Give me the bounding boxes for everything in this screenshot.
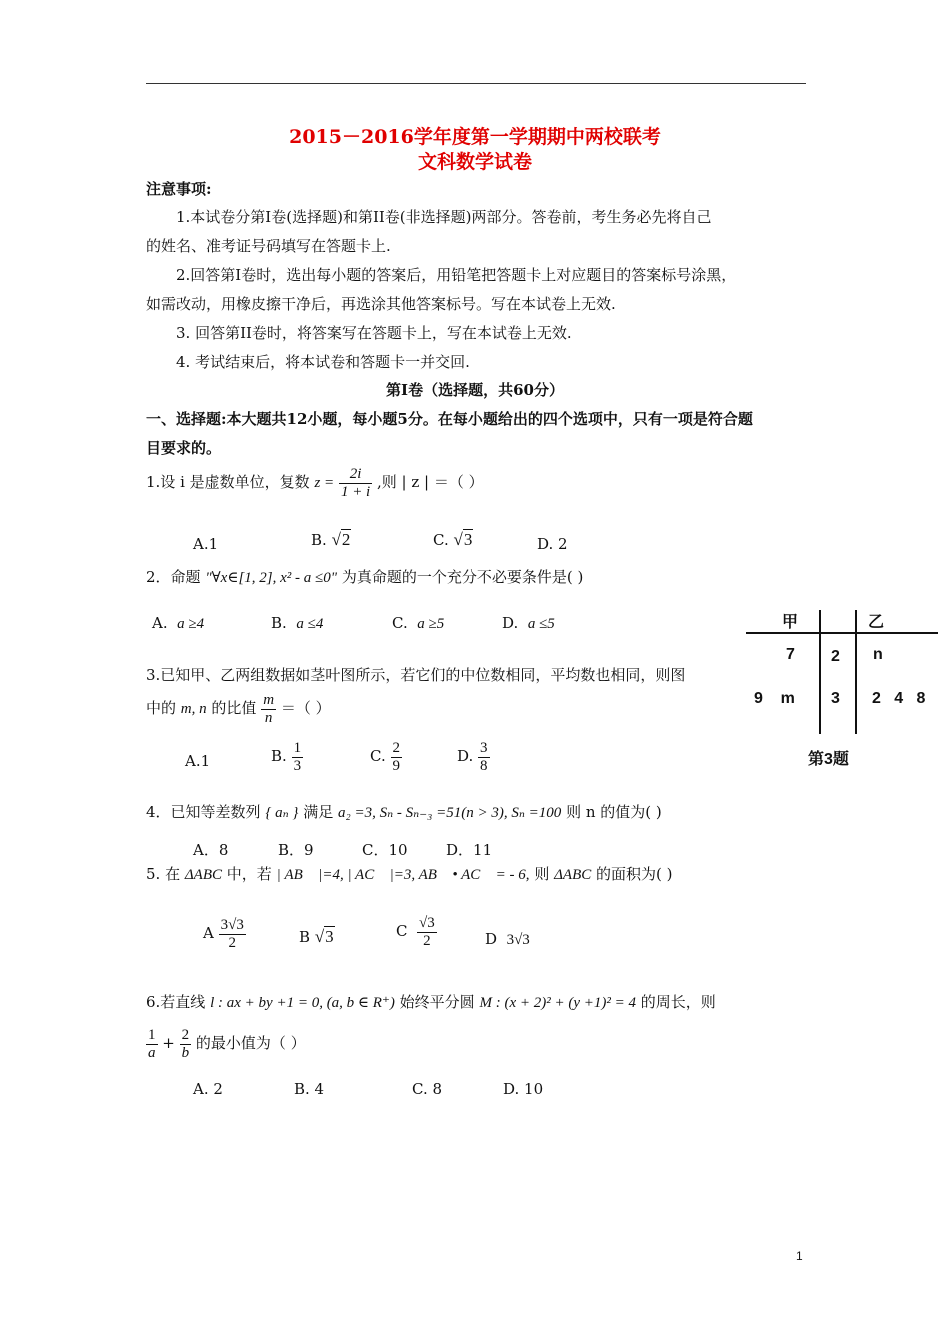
question-5 bbox=[146, 863, 673, 884]
q6-option-a: A. 2 bbox=[193, 1080, 223, 1098]
notice-1a: 1.本试卷分第Ⅰ卷(选择题)和第II卷(非选择题)两部分。答卷前，考生务必先将自己 bbox=[176, 208, 712, 226]
q5-option-b bbox=[299, 927, 335, 947]
stem-leaf-caption: 第3题 bbox=[808, 751, 849, 768]
q1-option-c bbox=[433, 530, 473, 550]
q3-option-d bbox=[457, 740, 490, 774]
q5-option-d-label: D bbox=[485, 930, 498, 948]
q6-f1-num: 1 bbox=[148, 1027, 156, 1043]
q2-option-d-value: a ≤5 bbox=[527, 616, 555, 632]
q6-circle-equation: M : (x + 2)² + (y +1)² = 4 bbox=[479, 995, 636, 1011]
stem-leaf-head-right: 乙 bbox=[868, 614, 885, 631]
q4-suffix: 则 n 的值为( ) bbox=[566, 803, 662, 821]
stem-leaf-r2-right: 2 4 8 bbox=[872, 690, 926, 707]
q2-option-a-label: A. bbox=[152, 614, 168, 632]
q3-option-c-num: 2 bbox=[392, 740, 400, 756]
q2-expression: "∀x∈[1, 2], x² - a ≤0" bbox=[205, 570, 338, 586]
q4-option-b: B．9 bbox=[278, 841, 314, 859]
q1-option-c-radicand: 3 bbox=[463, 530, 473, 549]
q5-mid: 中，若 bbox=[226, 865, 272, 883]
notice-2b: 如需改动，用橡皮擦干净后，再选涂其他答案标号。写在本试卷上无效. bbox=[146, 295, 616, 313]
part1-heading: 第Ⅰ卷（选择题，共60分） bbox=[386, 381, 564, 399]
q1-option-b bbox=[311, 530, 351, 550]
q3-option-c-label: C. bbox=[370, 747, 386, 765]
stem-leaf-divider-left bbox=[819, 610, 821, 734]
q3-fraction bbox=[261, 692, 276, 726]
q3-suffix: ＝（ ） bbox=[280, 699, 331, 717]
question-3-line2 bbox=[146, 692, 331, 726]
q4-text: 4．已知等差数列 bbox=[146, 803, 261, 821]
q2-option-b bbox=[271, 614, 323, 633]
q5-option-d-value: 3√3 bbox=[506, 932, 530, 948]
q1-denominator: 1 + i bbox=[340, 483, 371, 500]
q1-option-b-radicand: 2 bbox=[341, 530, 351, 549]
q3-option-b-fraction bbox=[292, 740, 304, 774]
q1-option-a: A.1 bbox=[193, 535, 219, 553]
q3-option-c bbox=[370, 740, 402, 774]
q6-f2-num: 2 bbox=[181, 1027, 190, 1043]
q3-text: 中的 bbox=[146, 699, 177, 717]
q4-mid: 满足 bbox=[303, 803, 334, 821]
q4-option-d: D．11 bbox=[446, 841, 493, 859]
q6-line-equation: l : ax + by +1 = 0, (a, b ∈ R⁺) bbox=[210, 995, 395, 1011]
q2-option-a-value: a ≥4 bbox=[177, 616, 205, 632]
q1-option-d: D. 2 bbox=[537, 535, 568, 553]
q3-option-d-fraction bbox=[478, 740, 490, 774]
q5-option-a-label: A bbox=[203, 924, 214, 942]
q2-option-b-value: a ≤4 bbox=[296, 616, 324, 632]
q5-option-a-fraction bbox=[219, 917, 246, 951]
q5-triangle-2: ΔABC bbox=[554, 867, 592, 883]
q3-option-d-label: D. bbox=[457, 747, 474, 765]
q1-suffix: ,则 | z | ＝（ ） bbox=[377, 473, 484, 491]
q2-option-d-label: D. bbox=[502, 614, 519, 632]
q3-option-c-den: 9 bbox=[392, 757, 400, 774]
q6-f2-den: b bbox=[181, 1044, 190, 1061]
question-6-line1 bbox=[146, 991, 716, 1012]
q5-option-d bbox=[485, 930, 530, 949]
q2-option-c bbox=[392, 614, 444, 633]
q2-option-b-label: B. bbox=[271, 614, 287, 632]
q6-f1-den: a bbox=[148, 1044, 156, 1061]
q6-option-d: D. 10 bbox=[503, 1080, 544, 1098]
question-1 bbox=[146, 466, 484, 500]
stem-leaf-divider-right bbox=[855, 610, 857, 734]
notice-heading: 注意事项: bbox=[146, 180, 212, 198]
q3-option-c-fraction bbox=[391, 740, 403, 774]
notice-3: 3. 回答第II卷时，将答案写在答题卡上，写在本试卷上无效. bbox=[176, 324, 572, 342]
q6-suffix: 的周长，则 bbox=[640, 993, 716, 1011]
q6-tail: 的最小值为（ ） bbox=[195, 1034, 306, 1052]
q2-text: 2．命题 bbox=[146, 568, 201, 586]
q1-option-c-label: C. bbox=[433, 531, 449, 549]
q4-condition: a₂ =3, Sₙ - Sₙ₋₃ =51(n > 3), Sₙ =100 bbox=[337, 805, 562, 821]
q1-option-b-sqrt: √2 bbox=[331, 530, 351, 549]
notice-4: 4. 考试结束后，将本试卷和答题卡一并交回. bbox=[176, 353, 470, 371]
stem-leaf-r2-left: 9 m bbox=[754, 690, 795, 707]
header-rule bbox=[146, 83, 806, 84]
q3-mid: 的比值 bbox=[211, 699, 257, 717]
q6-text: 6.若直线 bbox=[146, 993, 206, 1011]
notice-1b: 的姓名、准考证号码填写在答题卡上. bbox=[146, 237, 391, 255]
q4-option-c: C．10 bbox=[362, 841, 408, 859]
q5-option-c-fraction bbox=[417, 915, 437, 949]
q6-fraction-2 bbox=[180, 1027, 192, 1061]
q3-numerator: m bbox=[263, 692, 275, 708]
q1-fraction bbox=[339, 466, 372, 500]
stem-leaf-header-rule bbox=[746, 632, 938, 634]
q2-option-c-value: a ≥5 bbox=[417, 616, 445, 632]
stem-leaf-r2-stem: 3 bbox=[831, 690, 840, 707]
q2-option-d bbox=[502, 614, 555, 633]
q5-option-a-num: 3√3 bbox=[220, 917, 244, 933]
section1-line1: 一、选择题:本大题共12小题，每小题5分。在每小题给出的四个选项中，只有一项是符合题 bbox=[146, 410, 753, 428]
q5-option-b-sqrt: √3 bbox=[314, 927, 334, 946]
q1-text: 1.设 i 是虚数单位，复数 bbox=[146, 473, 310, 491]
q2-suffix: 为真命题的一个充分不必要条件是( ) bbox=[341, 568, 584, 586]
q5-triangle: ΔABC bbox=[184, 867, 223, 883]
q5-condition: | AB⃗ |=4, | AC⃗ |=3, AB⃗ • AC⃗ = - 6, bbox=[276, 867, 530, 883]
q6-mid: 始终平分圆 bbox=[399, 993, 475, 1011]
exam-title: 2015－2016学年度第一学期期中两校联考 bbox=[289, 126, 661, 148]
q1-option-c-sqrt: √3 bbox=[453, 530, 473, 549]
question-3-line1: 3.已知甲、乙两组数据如茎叶图所示，若它们的中位数相同，平均数也相同，则图 bbox=[146, 666, 686, 684]
stem-leaf-r1-right: n bbox=[873, 646, 883, 663]
page-number: 1 bbox=[796, 1249, 803, 1263]
q3-option-d-den: 8 bbox=[480, 757, 488, 774]
q3-option-b bbox=[271, 740, 303, 774]
q5-option-c-label: C bbox=[396, 922, 408, 940]
q5-option-c bbox=[396, 915, 437, 949]
q6-option-b: B. 4 bbox=[294, 1080, 325, 1098]
q4-option-a: A．8 bbox=[193, 841, 229, 859]
q3-option-b-label: B. bbox=[271, 747, 287, 765]
question-6-line2 bbox=[146, 1027, 306, 1061]
exam-subtitle: 文科数学试卷 bbox=[417, 151, 532, 173]
q5-suffix: 则 bbox=[534, 865, 550, 883]
q3-option-a: A.1 bbox=[185, 752, 211, 770]
q3-option-b-den: 3 bbox=[293, 757, 302, 774]
q2-option-c-label: C. bbox=[392, 614, 408, 632]
q5-option-a-den: 2 bbox=[228, 934, 236, 951]
q5-option-a bbox=[203, 917, 246, 951]
q3-vars: m, n bbox=[180, 701, 207, 717]
question-4 bbox=[146, 801, 662, 822]
q4-sequence: { aₙ } bbox=[265, 805, 299, 821]
stem-leaf-r1-left: 7 bbox=[786, 646, 795, 663]
q1-numerator: 2i bbox=[339, 466, 372, 484]
q3-option-b-num: 1 bbox=[293, 740, 302, 756]
q2-option-a bbox=[152, 614, 204, 633]
q6-plus: + bbox=[162, 1034, 175, 1052]
q3-denominator: n bbox=[264, 709, 273, 726]
q6-fraction-1 bbox=[146, 1027, 158, 1061]
q6-option-c: C. 8 bbox=[412, 1080, 443, 1098]
question-2 bbox=[146, 566, 583, 587]
q1-var: z = bbox=[314, 475, 335, 491]
q3-option-d-num: 3 bbox=[480, 740, 488, 756]
q5-option-c-den: 2 bbox=[423, 932, 431, 949]
section1-line2: 目要求的。 bbox=[146, 439, 222, 457]
stem-leaf-r1-stem: 2 bbox=[831, 648, 840, 665]
q5-option-b-radicand: 3 bbox=[325, 927, 334, 946]
q5-text: 5. 在 bbox=[146, 865, 181, 883]
q1-option-b-label: B. bbox=[311, 531, 327, 549]
q5-option-c-num: √3 bbox=[419, 915, 435, 931]
q5-option-b-label: B bbox=[299, 928, 311, 946]
q5-suffix2: 的面积为( ) bbox=[596, 865, 673, 883]
stem-leaf-head-left: 甲 bbox=[782, 614, 799, 631]
notice-2a: 2.回答第Ⅰ卷时，选出每小题的答案后，用铅笔把答题卡上对应题目的答案标号涂黑， bbox=[176, 266, 737, 284]
